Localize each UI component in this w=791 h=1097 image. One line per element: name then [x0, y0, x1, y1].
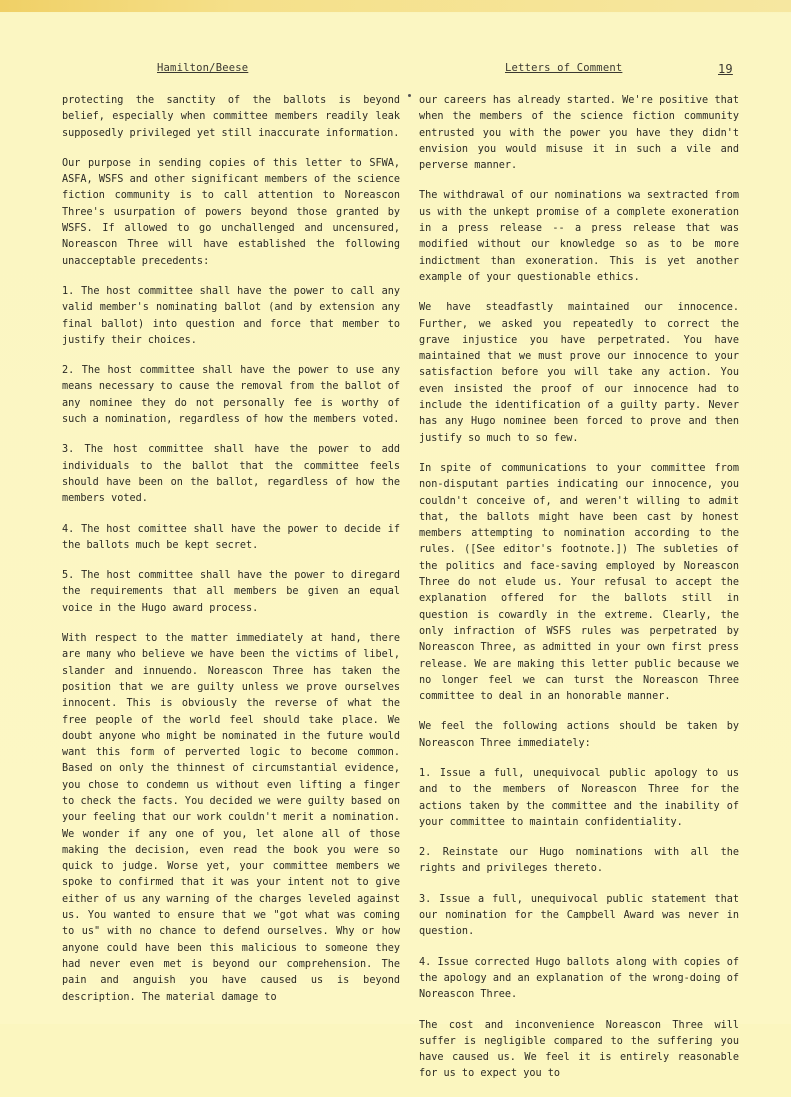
action-item: 2. Reinstate our Hugo nominations with all the rights and privileges thereto.	[419, 847, 739, 875]
running-header-author: Hamilton/Beese	[157, 62, 249, 74]
paragraph: We have steadfastly maintained our innocence. Further, we asked you repeatedly to correct the grave injustice you have perpetrated. You have maintained that we must prove our innocence to your satisfaction before you will take any action. You even insisted the proof of our innocence had to include the identification of a guilty party. Never has any Hugo nominee been forced to prove and then justify so much to so few.	[419, 302, 739, 444]
paragraph: In spite of communications to your committee from non-disputant parties indicating our innocence, you couldn't conceive of, and weren't willing to admit that, the ballots might have been cast by honest members attempting to nomination according to the rules. ([See editor's footnote.]) The subleties of the politics and face-saving employed by Noreascon Three do not elude us. Your refusal to accept the explanation offered for the ballots still in question is cowardly in the extreme. Clearly, the only infraction of WSFS rules was perpetrated by Noreascon Three, as admitted in your own first press release. We are making this letter public because we no longer feel we can turst the Noreascon Three committee to deal in an honorable manner.	[419, 462, 739, 703]
running-header-section: Letters of Comment	[505, 62, 623, 74]
stray-mark	[408, 94, 411, 97]
precedent-item: 1. The host committee shall have the power to call any valid member's nominating ballot (and by extension any final ballot) into question and force that member to justify their choices.	[62, 285, 400, 346]
left-column	[62, 93, 400, 1020]
paragraph: With respect to the matter immediately at hand, there are many who believe we have been the victims of libel, slander and innuendo. Noreascon Three has taken the position that we are guilty unless we prove ourselves innocent. This is obviously the reverse of what the free people of the world feel should take place. We doubt anyone who might be nominated in the future would want this form of perverted logic to become common. Based on only the thinnest of circumstantial evidence, you chose to condemn us without even lifting a finger to check the facts. You decided we were guilty based on your feeling that our work couldn't merit a nomination. We wonder if any one of you, let alone all of those making the decision, even read the book you were so quick to judge. Worse yet, your committee members we spoke to confirmed that it was your intent not to give either of us any warning of the charges leveled against us. You wanted to ensure that we "got what was coming to us" with no chance to defend ourselves. Why or how anyone could have been this malicious to someone they had never even met is beyond our comprehension. The pain and anguish you have caused us is beyond description. The material damage to	[62, 633, 400, 1003]
paragraph: The cost and inconvenience Noreascon Three will suffer is negligible compared to the suffering you have caused us. We feel it is entirely reasonable for us to expect you to	[419, 1019, 739, 1080]
paragraph: We feel the following actions should be taken by Noreascon Three immediately:	[419, 721, 739, 749]
page-number: 19	[718, 62, 733, 76]
paragraph: our careers has already started. We're positive that when the members of the science fiction community entrusted you with the power you have they didn't envision you would misuse it in such a vile and perverse manner.	[419, 95, 739, 172]
precedent-item: 2. The host committee shall have the power to use any means necessary to cause the removal from the ballot of any nominee they do not personally fee is worthy of such a nomination, regardless of how the members voted.	[62, 365, 400, 426]
paragraph: Our purpose in sending copies of this letter to SFWA, ASFA, WSFS and other significant members of the science fiction community is to call attention to Noreascon Three's usurpation of powers beyond those granted by WSFS. If allowed to go unchallenged and uncensured, Noreascon Three will have established the following unacceptable precedents:	[62, 157, 400, 267]
right-column	[419, 93, 739, 1097]
paragraph: protecting the sanctity of the ballots is beyond belief, especially when committee members readily leak supposedly privileged yet still inaccurate information.	[62, 95, 400, 139]
precedent-item: 4. The host comittee shall have the power to decide if the ballots much be kept secret.	[62, 523, 400, 551]
action-item: 1. Issue a full, unequivocal public apology to us and to the members of Noreascon Three for the actions taken by the committee and the inability of your committee to maintain confidentiality.	[419, 767, 739, 828]
paragraph: The withdrawal of our nominations wa sextracted from us with the unkept promise of a complete exoneration in a press release -- a press release that was modified without our knowledge so as to be more indictment than exoneration. This is yet another example of your questionable ethics.	[419, 190, 739, 283]
action-item: 3. Issue a full, unequivocal public statement that our nomination for the Campbell Award was never in question.	[419, 893, 739, 938]
action-item: 4. Issue corrected Hugo ballots along with copies of the apology and an explanation of the wrong-doing of Noreascon Three.	[419, 956, 739, 1001]
page-top-edge	[0, 0, 791, 12]
precedent-item: 5. The host committee shall have the power to diregard the requirements that all members be given an equal voice in the Hugo award process.	[62, 570, 400, 614]
precedent-item: 3. The host committee shall have the power to add individuals to the ballot that the committee feels should have been on the ballot, regardless of how the members voted.	[62, 444, 400, 505]
